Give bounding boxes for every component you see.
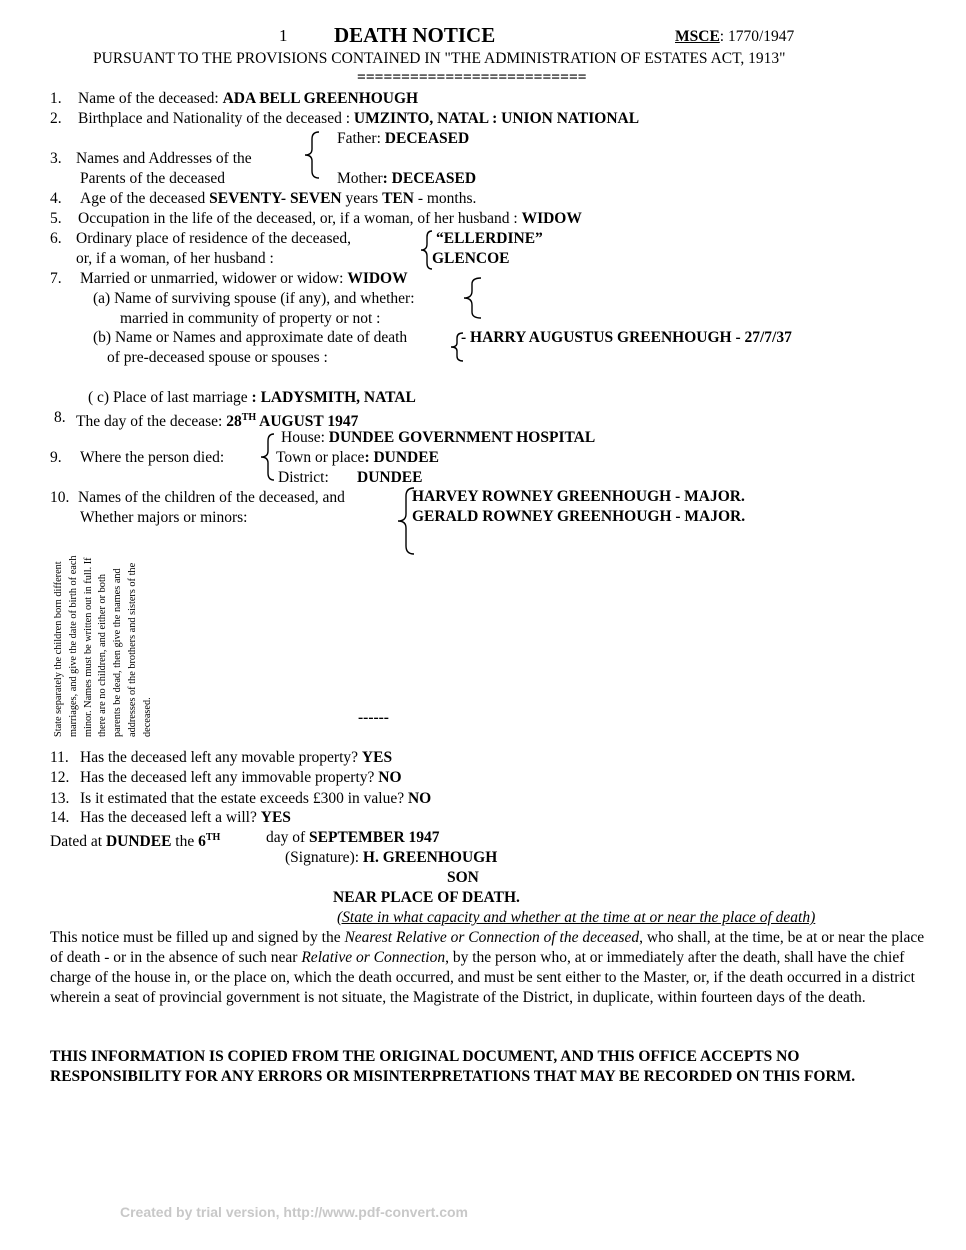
q10-side-note: State separately the children born different marriages, and give the date of birth of each minor. Names must be written out in full. If there are no children, and either or both parents be dead, then give the names and addresses of the brothers and sisters of the deceased. <box>53 555 153 737</box>
form-number: 1 <box>279 26 288 45</box>
q6-value-1: “ELLERDINE” <box>436 230 543 247</box>
instructions-p1: This notice must be filled up and signed by the <box>50 929 345 946</box>
q7a-label-1: (a) Name of surviving spouse (if any), and whether: <box>93 290 415 307</box>
q12-number: 12. <box>50 769 70 786</box>
q11-value: YES <box>361 749 393 766</box>
signature-label: (Signature): <box>285 849 363 866</box>
q7-number: 7. <box>50 270 62 287</box>
q1-number: 1. <box>50 90 62 107</box>
q9-district-label: District: <box>278 469 329 486</box>
q6-number: 6. <box>50 230 62 247</box>
page-title: DEATH NOTICE <box>334 23 496 47</box>
q8-day: 28 <box>226 413 242 431</box>
q10-dashes: ------ <box>358 709 389 726</box>
q1-label: Name of the deceased: <box>78 90 223 107</box>
q12-immovable-property <box>80 768 402 787</box>
instructions-p3: , by the person who, at or immediately after the death, shall have the chief charge of the house in, or the place on, which the death occurred, and must be sent either to the Master, or, if the death occurred in a district wherein a seat of provincial government is not situate, the Magistrate of the District, in duplicate, within fourteen days of the death. <box>50 949 915 1006</box>
q4-pre: Age of the deceased <box>80 190 210 207</box>
instructions-i2: Relative or Connection <box>301 949 446 966</box>
capacity-note: (State in what capacity and whether at the time at or near the place of death) <box>337 909 816 926</box>
q3-number: 3. <box>50 150 62 167</box>
q12-label: Has the deceased left any immovable property? <box>80 769 379 786</box>
signature-line <box>285 848 497 867</box>
q3-father-label: Father: <box>337 130 385 147</box>
q7a-brace-icon <box>457 276 485 320</box>
msce-label: MSCE <box>675 28 720 45</box>
q2-value: UMZINTO, NATAL : UNION NATIONAL <box>353 110 640 127</box>
q7b-label-2: of pre-deceased spouse or spouses : <box>107 349 328 366</box>
q7-value: WIDOW <box>347 270 408 287</box>
dated-month-line <box>266 828 440 847</box>
q9-brace-icon <box>256 432 278 482</box>
q3-mother-label: Mother <box>337 170 383 187</box>
instructions-p2: , who shall, at the time, be at or near the place of death - or in the absence of such near <box>50 929 925 966</box>
q14-value: YES <box>260 809 291 826</box>
q7b-label-1: (b) Name or Names and approximate date of death <box>93 329 408 346</box>
subtitle: PURSUANT TO THE PROVISIONS CONTAINED IN "THE ADMINISTRATION OF ESTATES ACT, 1913" <box>93 50 786 67</box>
dated-pre: Dated at <box>50 833 106 851</box>
q4-months-value: TEN <box>382 190 414 207</box>
q3-label-1: Names and Addresses of the <box>76 150 252 167</box>
q10-child-1: HARVEY ROWNEY GREENHOUGH - MAJOR. <box>412 488 745 505</box>
dated-day: 6 <box>198 833 206 851</box>
q3-mother <box>337 169 476 188</box>
q8-sup: TH <box>241 412 257 423</box>
q9-house-value: DUNDEE GOVERNMENT HOSPITAL <box>328 429 596 446</box>
q6-label-1: Ordinary place of residence of the deceased, <box>76 230 351 247</box>
q3-father-value: DECEASED <box>384 130 470 147</box>
q11-label: Has the deceased left any movable property? <box>80 749 362 766</box>
q7b-value: - HARRY AUGUSTUS GREENHOUGH - 27/7/37 <box>461 329 792 346</box>
instructions-paragraph <box>50 928 930 1008</box>
q11-movable-property <box>80 748 392 767</box>
q7c-label: ( c) Place of last marriage <box>88 389 252 406</box>
q7-label: Married or unmarried, widower or widow: <box>80 270 348 287</box>
q6-label-2: or, if a woman, of her husband : <box>76 250 274 267</box>
q9-house-label: House: <box>281 429 329 446</box>
disclaimer: THIS INFORMATION IS COPIED FROM THE ORIGINAL DOCUMENT, AND THIS OFFICE ACCEPTS NO RESPONSIBILITY FOR ANY ERRORS OR MISINTERPRETATIONS THAT MAY BE RECORDED ON THIS FORM. <box>50 1048 856 1085</box>
q1-name-of-deceased <box>78 89 418 108</box>
q13-number: 13. <box>50 790 70 807</box>
q9-district-value: DUNDEE <box>357 469 423 486</box>
q9-house <box>281 428 595 447</box>
dated-place: DUNDEE <box>105 833 172 851</box>
q1-value: ADA BELL GREENHOUGH <box>222 90 419 107</box>
dated-the: the <box>171 833 199 851</box>
watermark: Created by trial version, http://www.pdf-convert.com <box>120 1204 468 1220</box>
q9-town-value: : DUNDEE <box>364 449 439 466</box>
dated-sup: TH <box>205 832 221 843</box>
q2-number: 2. <box>50 110 62 127</box>
q9-town <box>276 448 439 467</box>
q8-label: The day of the decease: <box>76 413 227 431</box>
dated-mid: day of <box>266 829 310 846</box>
q7c-place-of-marriage <box>88 388 416 407</box>
q7-marital-status <box>80 269 408 288</box>
q9-town-label: Town or place <box>276 449 365 466</box>
q5-occupation <box>78 209 582 228</box>
msce-reference <box>675 27 794 46</box>
q5-label: Occupation in the life of the deceased, or, if a woman, of her husband : <box>78 210 522 227</box>
q13-value: NO <box>407 790 432 807</box>
q3-label-2: Parents of the deceased <box>80 170 226 187</box>
dated-month: SEPTEMBER 1947 <box>309 829 440 846</box>
q5-number: 5. <box>50 210 62 227</box>
q10-label-1: Names of the children of the deceased, and <box>78 489 345 506</box>
q14-will <box>80 808 291 827</box>
q10-label-2: Whether majors or minors: <box>80 509 248 526</box>
q3-brace-icon <box>299 130 323 180</box>
q6-value-2: GLENCOE <box>432 250 510 267</box>
dated-line <box>50 828 220 851</box>
q10-number: 10. <box>50 489 70 506</box>
q4-number: 4. <box>50 190 62 207</box>
q9-label: Where the person died: <box>80 449 225 466</box>
q2-label: Birthplace and Nationality of the deceased : <box>78 110 354 127</box>
q12-value: NO <box>378 769 402 786</box>
q8-rest: AUGUST 1947 <box>256 413 359 431</box>
q14-number: 14. <box>50 809 70 826</box>
signature-capacity: SON <box>447 869 479 886</box>
q7a-label-2: married in community of property or not : <box>120 310 381 327</box>
q3-mother-value: : DECEASED <box>382 170 477 187</box>
q9-number: 9. <box>50 449 62 466</box>
signature-near-place: NEAR PLACE OF DEATH. <box>333 889 520 906</box>
q8-number: 8. <box>54 409 66 426</box>
q13-label: Is it estimated that the estate exceeds £300 in value? <box>80 790 408 807</box>
q2-birthplace <box>78 109 639 128</box>
instructions-i1: Nearest Relative or Connection of the deceased <box>344 929 640 946</box>
q13-estate-value <box>80 789 431 808</box>
q7c-value: : LADYSMITH, NATAL <box>251 389 416 406</box>
q4-post: - months. <box>413 190 477 207</box>
q14-label: Has the deceased left a will? <box>80 809 261 826</box>
q4-years-value: SEVENTY- SEVEN <box>209 190 342 207</box>
q10-child-2: GERALD ROWNEY GREENHOUGH - MAJOR. <box>412 508 746 525</box>
signature-value: H. GREENHOUGH <box>362 849 498 866</box>
title-rule: ========================== <box>357 69 587 86</box>
q4-age <box>80 189 476 208</box>
q4-mid: years <box>341 190 383 207</box>
q11-number: 11. <box>50 749 69 766</box>
q5-value: WIDOW <box>521 210 582 227</box>
msce-value: : 1770/1947 <box>719 28 795 45</box>
q3-father <box>337 129 469 148</box>
